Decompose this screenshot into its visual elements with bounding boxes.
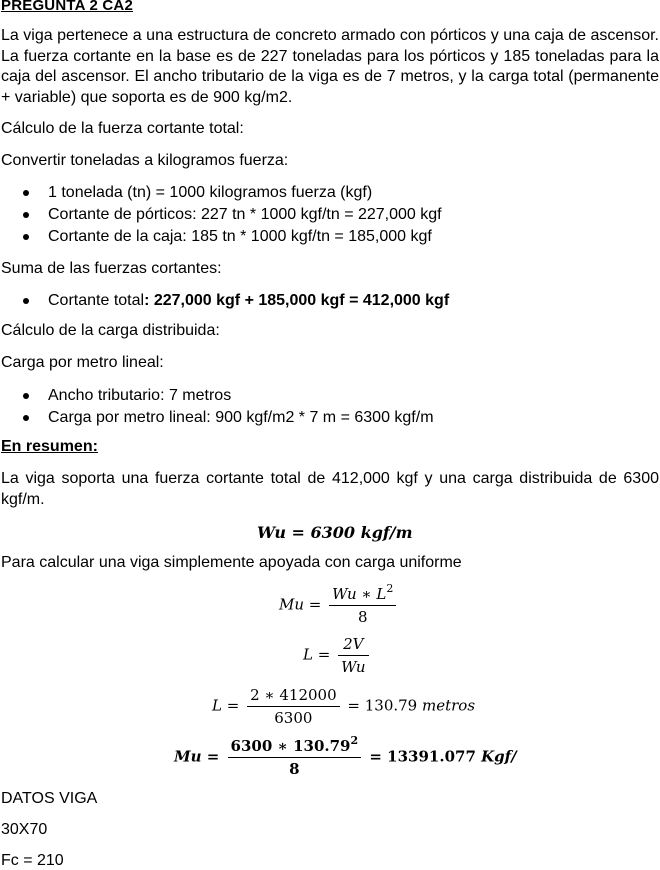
convert-title: Convertir toneladas a kilogramos fuerza: — [1, 152, 289, 169]
datos-section: 30X70 — [1, 821, 48, 838]
bullet-icon — [23, 415, 29, 421]
bullet-icon — [23, 298, 29, 304]
list-item: Carga por metro lineal: 900 kgf/m2 * 7 m = 6300 kgf/m — [0, 407, 434, 429]
bullet-icon — [23, 393, 29, 399]
per-meter-title: Carga por metro lineal: — [1, 354, 164, 371]
intro-paragraph: La viga pertenece a una estructura de concreto armado con pórticos y una caja de ascensor. La fuerza cortante en la base es de 227 toneladas para los pórticos y 185 toneladas para la caja del ascensor. El ancho tributario de la viga es de 7 metros, y la carga total (permanente + variable) que soporta es de 900 kg/m2. — [1, 27, 659, 106]
datos-fc: Fc = 210 — [1, 852, 64, 869]
summary-paragraph: La viga soporta una fuerza cortante total de 412,000 kgf y una carga distribuida de 6300 kgf/m. — [1, 470, 659, 508]
fraction: $\frac{2 ∗ 412000}{6300}$ — [247, 686, 340, 727]
convert-list — [0, 182, 442, 248]
sum-title: Suma de las fuerzas cortantes: — [1, 260, 222, 277]
equation-l-formula: L = $\frac{2V}{Wu}$ — [303, 635, 372, 676]
equation-wu: Wu = 6300 kgf/m — [257, 523, 413, 542]
bullet-icon — [23, 190, 29, 196]
datos-title: DATOS VIGA — [1, 790, 98, 807]
fraction: $\frac{6300 ∗ 130.79^2}{8}$ — [228, 737, 362, 778]
fraction: $\frac{2V}{Wu}$ — [338, 635, 368, 676]
beam-text: Para calcular una viga simplemente apoyada con carga uniforme — [1, 554, 462, 571]
equation-l-value: L = $\frac{2 ∗ 412000}{6300}$ = 130.79 metros — [212, 686, 476, 727]
dist-title: Cálculo de la carga distribuida: — [1, 322, 220, 339]
list-item: Cortante de la caja: 185 tn * 1000 kgf/tn = 185,000 kgf — [0, 226, 442, 248]
sum-list — [0, 290, 449, 312]
equation-mu-formula: Mu = $\frac{Wu ∗ L^2}{8}$ — [279, 585, 399, 626]
equation-mu-value: Mu = $\frac{6300 ∗ 130.79^2}{8}$ = 13391.077 Kgf/ — [174, 734, 517, 778]
list-item: Cortante de pórticos: 227 tn * 1000 kgf/tn = 227,000 kgf — [0, 204, 442, 226]
fraction: $\frac{Wu ∗ L^2}{8}$ — [329, 585, 396, 626]
list-item: 1 tonelada (tn) = 1000 kilogramos fuerza (kgf) — [0, 182, 442, 204]
question-heading: PREGUNTA 2 CA2 — [1, 0, 133, 14]
list-item: Ancho tributario: 7 metros — [0, 385, 434, 407]
per-meter-list — [0, 385, 434, 429]
list-item: Cortante total: 227,000 kgf + 185,000 kgf = 412,000 kgf — [0, 290, 449, 312]
bullet-icon — [23, 234, 29, 240]
summary-title: En resumen: — [1, 438, 98, 455]
bullet-icon — [23, 212, 29, 218]
calc-total-title: Cálculo de la fuerza cortante total: — [1, 120, 244, 137]
